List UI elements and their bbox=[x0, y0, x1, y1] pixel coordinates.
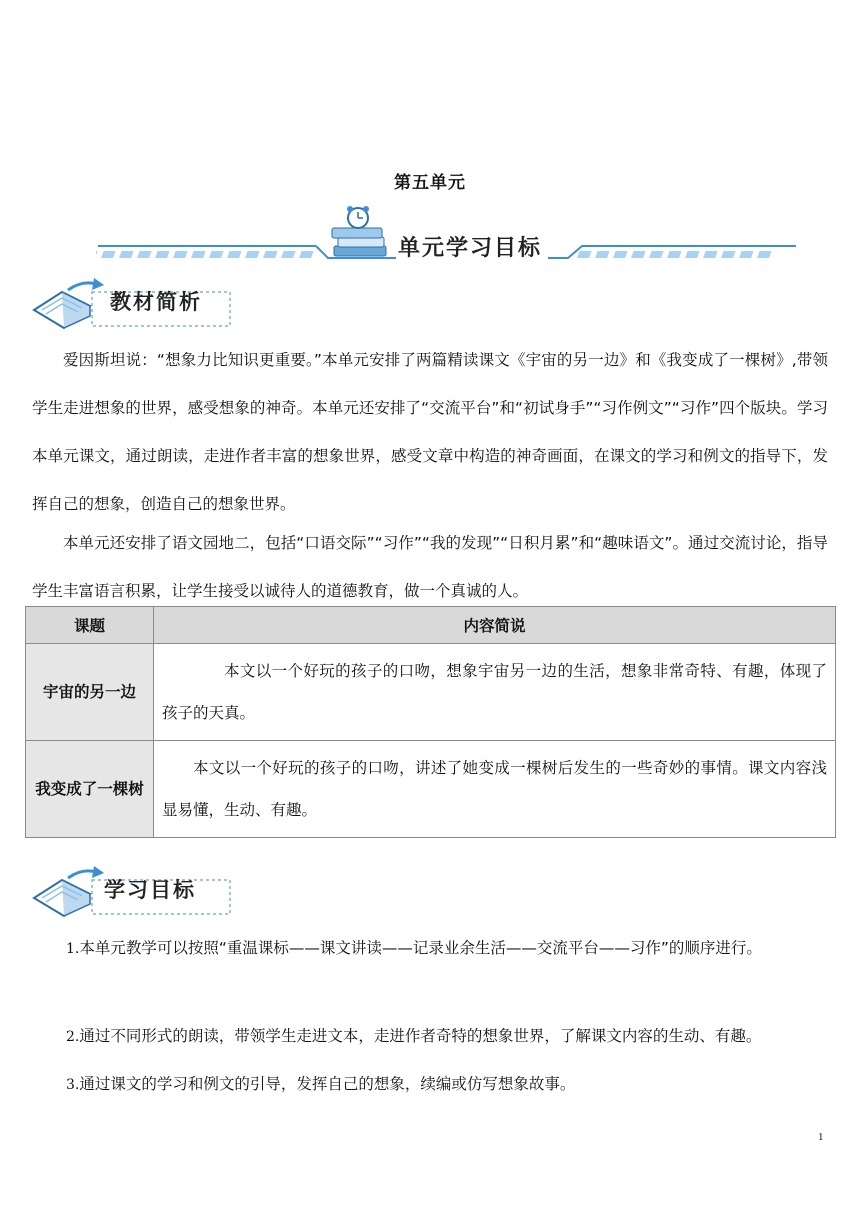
goal-item-3 bbox=[32, 1060, 860, 1109]
section-badge-textbook bbox=[32, 276, 242, 332]
goal-number: 3. bbox=[66, 1077, 80, 1093]
table-header-content: 内容简说 bbox=[154, 607, 836, 644]
table-cell-topic: 宇宙的另一边 bbox=[26, 644, 154, 741]
table-header-row bbox=[26, 607, 836, 644]
table-row bbox=[26, 644, 836, 741]
textbook-paragraph-1: 爱因斯坦说：“想象力比知识更重要。”本单元安排了两篇精读课文《宇宙的另一边》和《我变成了一棵树》,带领学生走进想象的世界，感受想象的神奇。本单元还安排了“交流平台”和“初试身手”“习作例文”“习作”四个版块。学习本单元课文，通过朗读，走进作者丰富的想象世界，感受文章中构造的神奇画面，在课文的学习和例文的指导下，发挥自己的想象，创造自己的想象世界。 bbox=[32, 351, 828, 513]
goal-text: 本单元教学可以按照“重温课标——课文讲读——记录业余生活——交流平台——习作”的顺序进行。 bbox=[79, 939, 762, 957]
goal-number: 2. bbox=[66, 1029, 80, 1045]
textbook-paragraph-2: 本单元还安排了语文园地二，包括“口语交际”“习作”“我的发现”“日积月累”和“趣味语文”。通过交流讨论，指导学生丰富语言积累，让学生接受以诚待人的道德教育，做一个真诚的人。 bbox=[32, 534, 828, 600]
table-row bbox=[26, 741, 836, 838]
goal-item-2 bbox=[32, 1012, 860, 1061]
book-clock-icon bbox=[332, 206, 386, 256]
lessons-table bbox=[25, 606, 836, 838]
table-cell-desc: 本文以一个好玩的孩子的口吻，讲述了她变成一棵树后发生的一些奇妙的事情。课文内容浅显易懂，生动、有趣。 bbox=[154, 741, 836, 838]
section-title-textbook: 教材简析 bbox=[110, 290, 202, 314]
page-number: 1 bbox=[818, 1131, 824, 1143]
banner-title: 单元学习目标 bbox=[398, 236, 543, 261]
goal-item-1 bbox=[32, 924, 832, 973]
goal-number: 1. bbox=[66, 941, 80, 957]
section-badge-goals bbox=[32, 864, 242, 920]
table-cell-desc: 本文以一个好玩的孩子的口吻，想象宇宙另一边的生活，想象非常奇特、有趣，体现了孩子的天真。 bbox=[154, 644, 836, 741]
unit-title: 第五单元 bbox=[394, 173, 466, 193]
table-header-topic: 课题 bbox=[26, 607, 154, 644]
section-title-goals: 学习目标 bbox=[104, 878, 196, 902]
table-cell-topic: 我变成了一棵树 bbox=[26, 741, 154, 838]
goal-text: 通过课文的学习和例文的引导，发挥自己的想象，续编或仿写想象故事。 bbox=[79, 1075, 576, 1093]
goal-text: 通过不同形式的朗读，带领学生走进文本，走进作者奇特的想象世界，了解课文内容的生动、有趣。 bbox=[79, 1027, 762, 1045]
